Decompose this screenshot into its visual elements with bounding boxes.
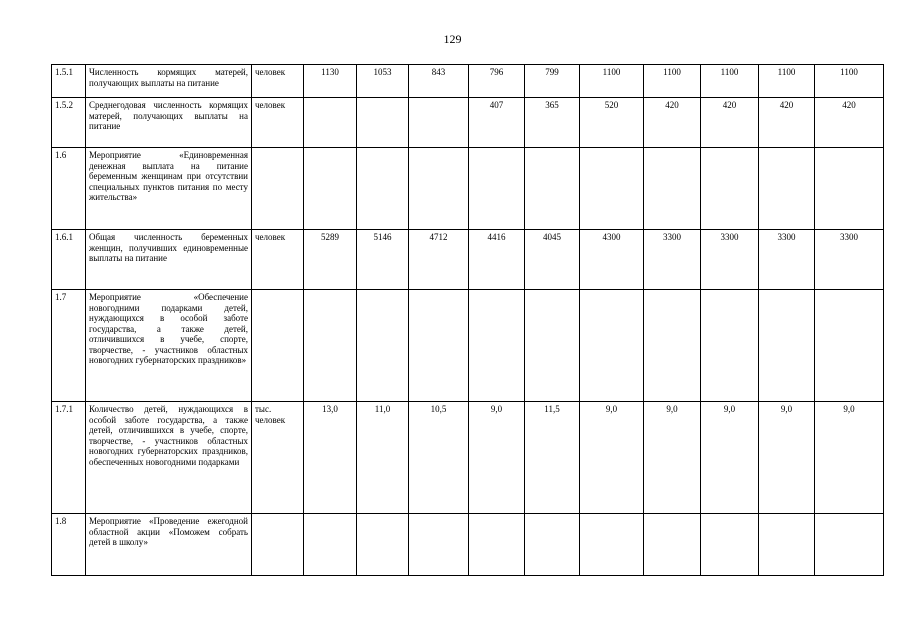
value-cell: 9,0	[815, 402, 884, 514]
indicator-name-cell: Среднегодовая численность кормящих матерей, получающих выплаты на питание	[86, 98, 252, 148]
value-cell: 9,0	[759, 402, 815, 514]
table-row	[52, 514, 884, 576]
value-cell: 365	[525, 98, 580, 148]
value-cell	[525, 290, 580, 402]
value-cell: 4712	[409, 230, 469, 290]
value-cell: 4300	[580, 230, 644, 290]
value-cell: 9,0	[580, 402, 644, 514]
unit-cell	[252, 148, 304, 230]
value-cell: 1130	[304, 65, 357, 98]
value-cell: 420	[759, 98, 815, 148]
value-cell: 3300	[644, 230, 701, 290]
indicator-name-cell: Количество детей, нуждающихся в особой заботе государства, а также детей, отличившихся в учебе, спорте, творчестве, - участников областных новогодних губернаторских праздников, обеспеченных новогодними подарками	[86, 402, 252, 514]
value-cell: 1100	[759, 65, 815, 98]
value-cell	[357, 98, 409, 148]
value-cell	[580, 148, 644, 230]
value-cell: 799	[525, 65, 580, 98]
indicator-name-cell: Мероприятие «Единовременная денежная выплата на питание беременным женщинам при отсутствии специальных пунктов питания по месту жительства»	[86, 148, 252, 230]
table-row	[52, 148, 884, 230]
row-number-cell: 1.7.1	[52, 402, 86, 514]
row-number-cell: 1.6.1	[52, 230, 86, 290]
value-cell	[409, 514, 469, 576]
value-cell	[304, 148, 357, 230]
value-cell: 1100	[701, 65, 759, 98]
table-row	[52, 290, 884, 402]
value-cell: 5289	[304, 230, 357, 290]
value-cell: 420	[815, 98, 884, 148]
indicator-name-cell: Мероприятие «Проведение ежегодной областной акции «Поможем собрать детей в школу»	[86, 514, 252, 576]
value-cell	[409, 290, 469, 402]
value-cell: 1100	[644, 65, 701, 98]
indicators-table	[51, 64, 884, 576]
value-cell: 420	[644, 98, 701, 148]
value-cell	[580, 290, 644, 402]
value-cell	[759, 514, 815, 576]
value-cell	[469, 148, 525, 230]
page-number: 129	[443, 32, 462, 46]
table-row	[52, 65, 884, 98]
value-cell	[304, 514, 357, 576]
value-cell	[815, 148, 884, 230]
unit-cell: человек	[252, 65, 304, 98]
value-cell: 11,5	[525, 402, 580, 514]
value-cell: 11,0	[357, 402, 409, 514]
value-cell	[701, 290, 759, 402]
unit-cell: человек	[252, 230, 304, 290]
value-cell	[644, 514, 701, 576]
value-cell: 13,0	[304, 402, 357, 514]
value-cell	[469, 514, 525, 576]
value-cell	[409, 148, 469, 230]
value-cell: 9,0	[644, 402, 701, 514]
value-cell: 796	[469, 65, 525, 98]
row-number-cell: 1.5.1	[52, 65, 86, 98]
value-cell	[759, 148, 815, 230]
unit-cell: человек	[252, 98, 304, 148]
table-row	[52, 230, 884, 290]
value-cell	[701, 514, 759, 576]
value-cell	[525, 514, 580, 576]
value-cell	[644, 290, 701, 402]
indicator-name-cell: Общая численность беременных женщин, получивших единовременные выплаты на питание	[86, 230, 252, 290]
value-cell: 5146	[357, 230, 409, 290]
value-cell: 1100	[815, 65, 884, 98]
value-cell	[815, 514, 884, 576]
value-cell	[701, 148, 759, 230]
value-cell	[409, 98, 469, 148]
value-cell: 9,0	[701, 402, 759, 514]
value-cell	[357, 148, 409, 230]
value-cell: 843	[409, 65, 469, 98]
value-cell: 4416	[469, 230, 525, 290]
value-cell: 420	[701, 98, 759, 148]
value-cell	[815, 290, 884, 402]
value-cell	[357, 290, 409, 402]
table-row	[52, 98, 884, 148]
value-cell: 3300	[815, 230, 884, 290]
indicator-name-cell: Мероприятие «Обеспечение новогодними подарками детей, нуждающихся в особой заботе государства, а также детей, отличившихся в учебе, спорте, творчестве, - участников областных новогодних губернаторских праздников»	[86, 290, 252, 402]
value-cell	[644, 148, 701, 230]
value-cell	[469, 290, 525, 402]
value-cell: 3300	[701, 230, 759, 290]
table-row	[52, 402, 884, 514]
value-cell: 10,5	[409, 402, 469, 514]
value-cell	[357, 514, 409, 576]
row-number-cell: 1.8	[52, 514, 86, 576]
row-number-cell: 1.5.2	[52, 98, 86, 148]
unit-cell	[252, 290, 304, 402]
value-cell: 1053	[357, 65, 409, 98]
value-cell: 407	[469, 98, 525, 148]
value-cell	[304, 290, 357, 402]
value-cell: 1100	[580, 65, 644, 98]
value-cell: 520	[580, 98, 644, 148]
value-cell	[759, 290, 815, 402]
row-number-cell: 1.6	[52, 148, 86, 230]
value-cell	[580, 514, 644, 576]
value-cell	[525, 148, 580, 230]
unit-cell	[252, 514, 304, 576]
indicator-name-cell: Численность кормящих матерей, получающих выплаты на питание	[86, 65, 252, 98]
value-cell: 4045	[525, 230, 580, 290]
row-number-cell: 1.7	[52, 290, 86, 402]
value-cell: 9,0	[469, 402, 525, 514]
unit-cell: тыс. человек	[252, 402, 304, 514]
value-cell	[304, 98, 357, 148]
value-cell: 3300	[759, 230, 815, 290]
